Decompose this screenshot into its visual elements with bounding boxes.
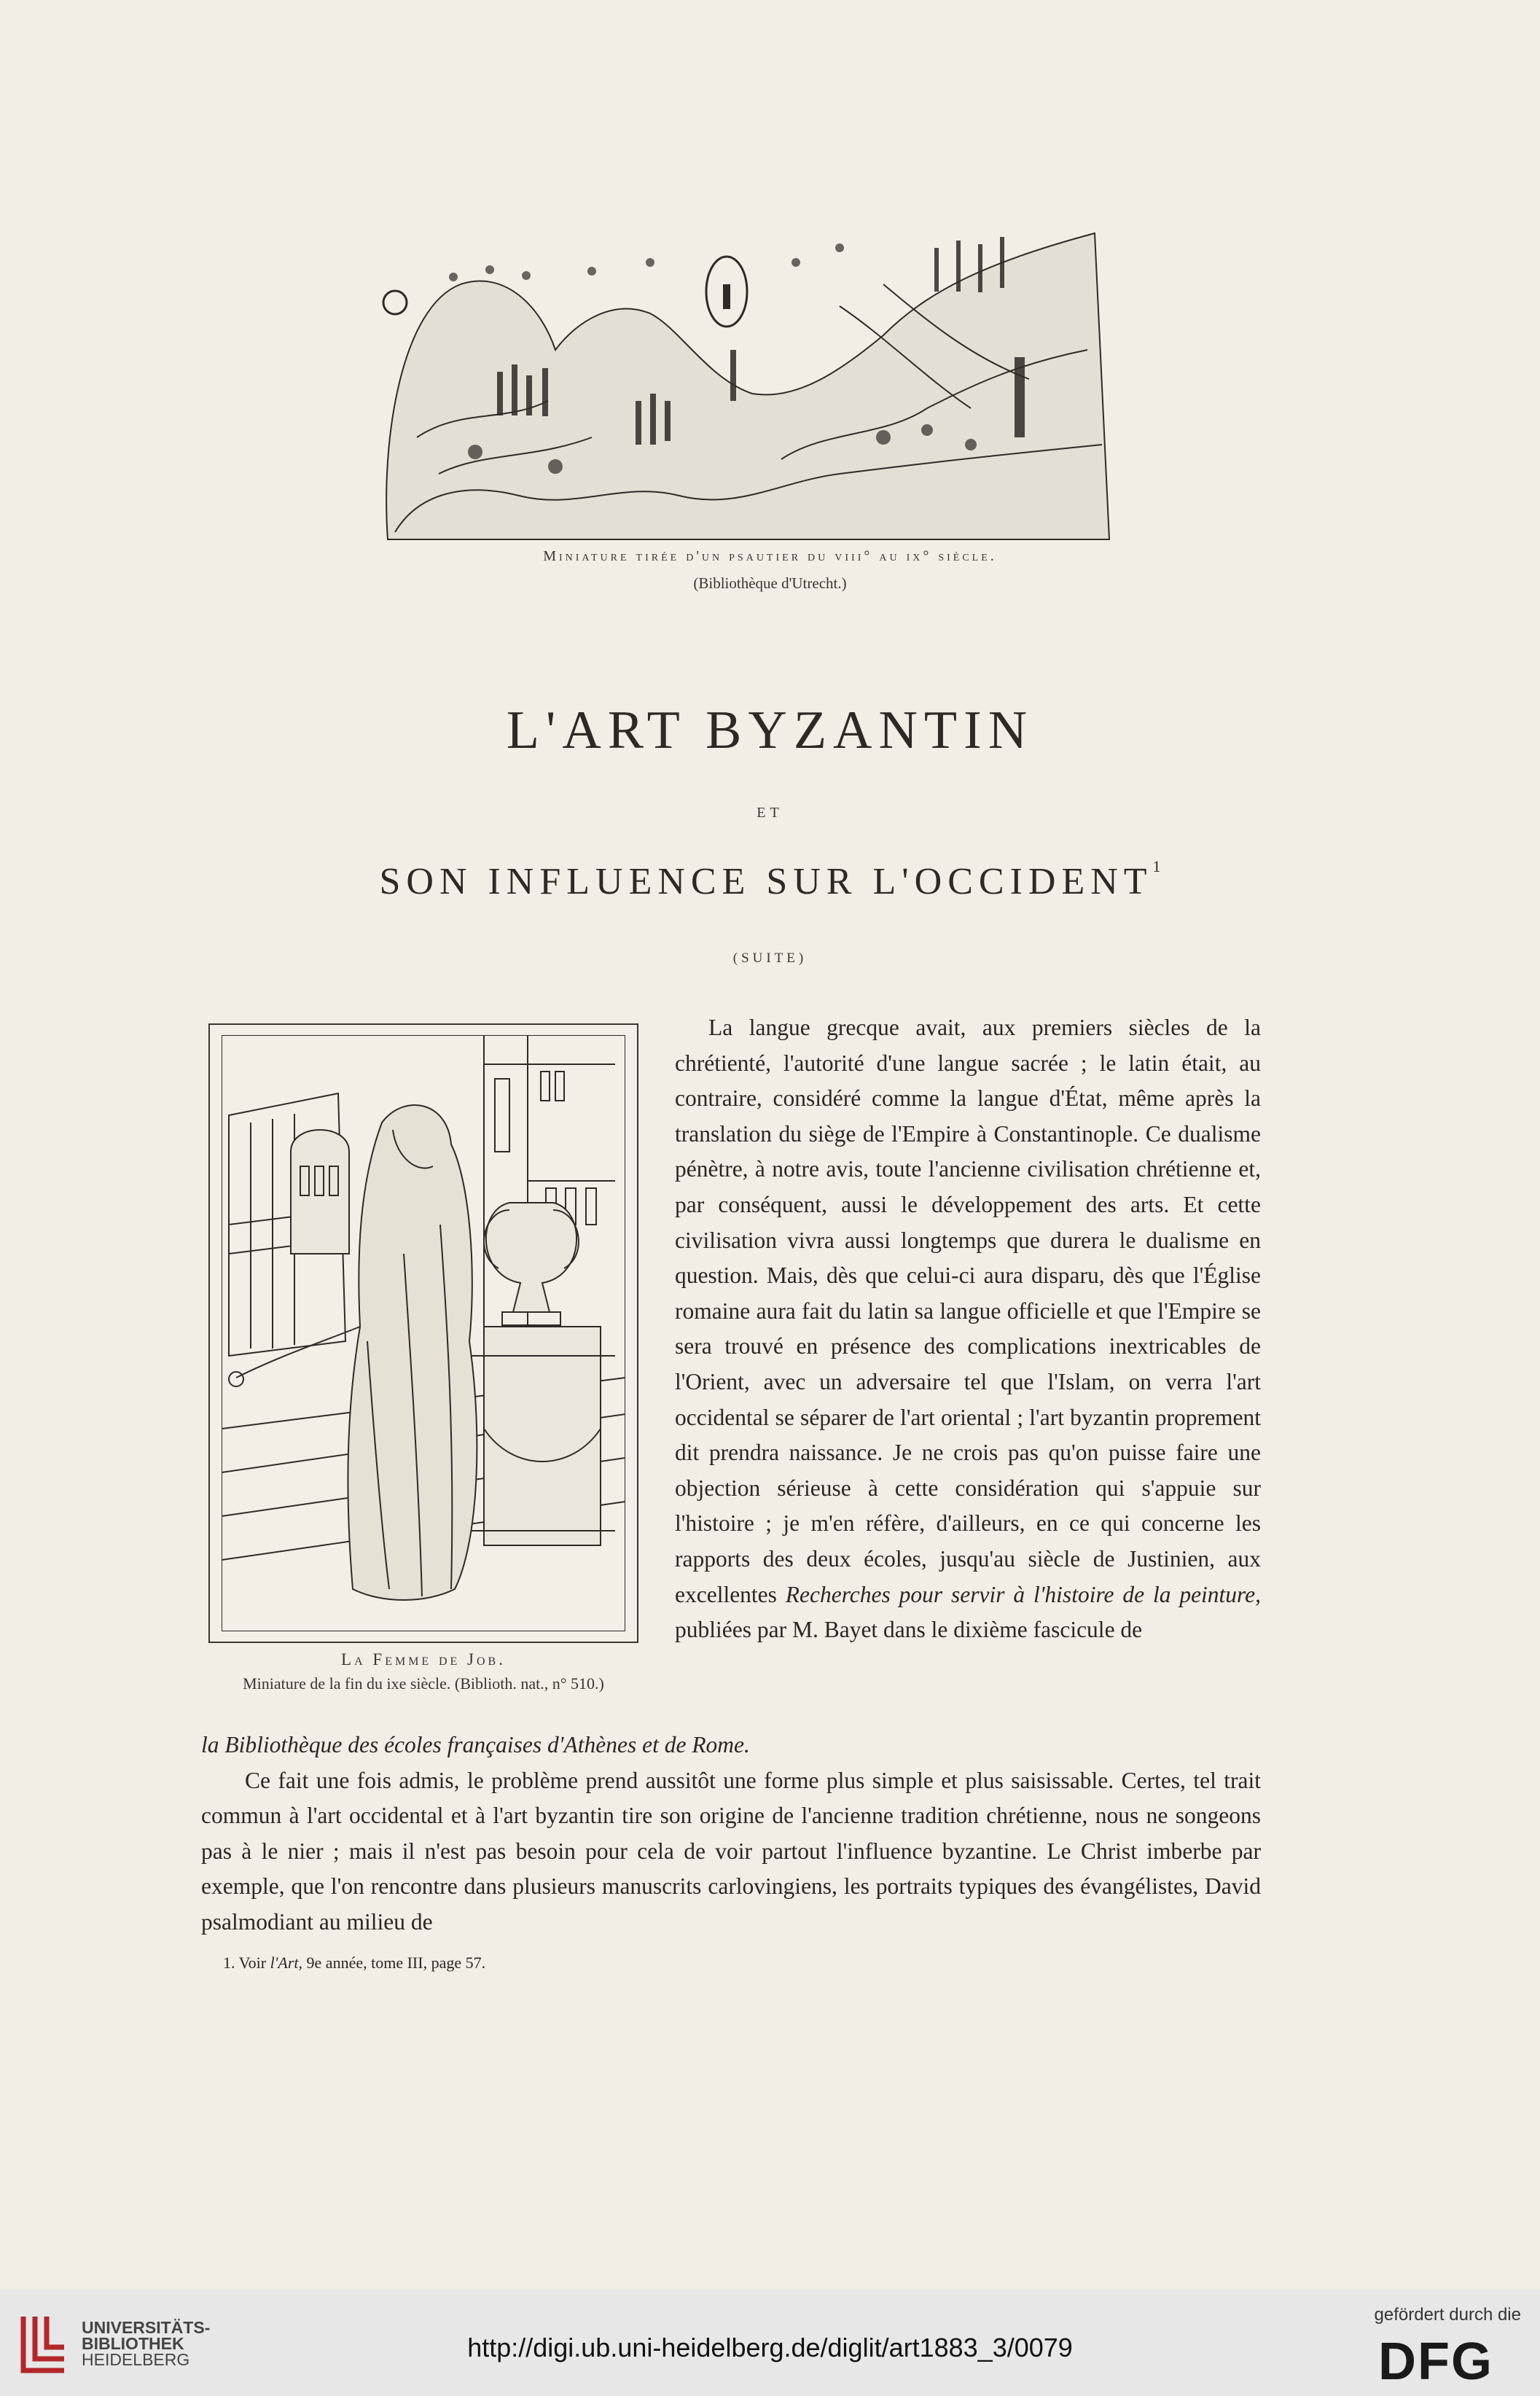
institution-line-3: HEIDELBERG [82, 2350, 190, 2369]
digitization-footer [0, 2289, 1540, 2396]
psalter-miniature-drawing [373, 219, 1115, 547]
body-column [675, 1010, 1261, 1648]
footnote-reference-title: l'Art, [270, 1954, 303, 1972]
footnote-prefix: Voir [238, 1954, 267, 1972]
job-wife-illustration [208, 1023, 638, 1643]
paragraph-1-end [201, 1728, 1261, 1763]
body-full-width [201, 1728, 1261, 1940]
job-wife-source: Miniature de la fin du ixe siècle. (Biblioth. nat., n° 510.) [243, 1674, 604, 1693]
article-subtitle-text: SON INFLUENCE SUR L'OCCIDENT [379, 861, 1153, 902]
job-wife-caption: La Femme de Job. [341, 1650, 506, 1669]
paragraph-1-tail: publiées par M. Bayet dans le dixième fascicule de [675, 1617, 1143, 1643]
footnote-number: 1. [223, 1954, 235, 1972]
footnote-suffix: 9e année, tome III, page 57. [306, 1954, 486, 1972]
psalter-miniature-illustration [373, 219, 1115, 547]
article-subtitle [0, 857, 1540, 903]
paragraph-1-series-title: la Bibliothèque des écoles françaises d'Athènes et de Rome. [201, 1732, 750, 1757]
permalink-url[interactable]: http://digi.ub.uni-heidelberg.de/diglit/art1883_3/0079 [467, 2333, 1073, 2362]
job-wife-drawing [222, 1035, 625, 1631]
continuation-note: (SUITE) [732, 951, 808, 966]
dfg-logo-text: DFG [1378, 2335, 1493, 2384]
institution-line-2: BIBLIOTHEK [82, 2334, 184, 2353]
psalter-miniature-source: (Bibliothèque d'Utrecht.) [693, 574, 847, 592]
paragraph-2: Ce fait une fois admis, le problème prend aussitôt une forme plus simple et plus saisissable. Certes, tel trait commun à l'art occidental et à l'art byzantin tire son origine de l'ancienne tradition chrétienne, nous ne songeons pas à le nier ; mais il n'est pas besoin pour cela de voir partout l'influence byzantine. Le Christ imberbe par exemple, que l'on rencontre dans plusieurs manuscrits carlovingiens, les portraits typiques des évangélistes, David psalmodiant au milieu de [201, 1767, 1261, 1935]
funder-label: gefördert durch die [1374, 2305, 1521, 2325]
paragraph-1 [675, 1010, 1261, 1648]
institution-line-1: UNIVERSITÄTS- [82, 2318, 211, 2337]
psalter-miniature-caption: Miniature tirée d'un psautier du viii° au ix° siècle. [543, 548, 997, 564]
title-connector: ET [757, 805, 783, 821]
article-title: L'ART BYZANTIN [506, 701, 1034, 760]
paragraph-1-text: La langue grecque avait, aux premiers siècles de la chrétienté, l'autorité d'une langue sacrée ; le latin était, au contraire, considéré comme la langue d'État, même après la translation du siège de l'Empire à Constantinople. Ce dualisme pénètre, à notre avis, toute l'ancienne civilisation chrétienne et, par conséquent, aussi le développement des arts. Et cette civilisation vivra aussi longtemps que durera le dualisme en question. Mais, dès que celui-ci aura disparu, dès que l'Église romaine aura fait du latin sa langue officielle et que l'Empire se sera trouvé en présence des complications inextricables de l'Orient, avec un adversaire tel que l'Islam, on verra l'art occidental se séparer de l'art oriental ; l'art byzantin proprement dit prendra naissance. Je ne crois pas qu'on puisse faire une objection sérieuse à cette considération qui s'appuie sur l'histoire ; je m'en réfère, d'ailleurs, en ce qui concerne les rapports des deux écoles, jusqu'au siècle de Justinien, aux excellentes [675, 1015, 1261, 1607]
footnote [223, 1954, 485, 1972]
dfg-logo-icon [1378, 2335, 1521, 2384]
paragraph-1-work-title: Recherches pour servir à l'histoire de la peinture, [785, 1581, 1261, 1607]
footnote-reference: 1 [1152, 857, 1161, 875]
